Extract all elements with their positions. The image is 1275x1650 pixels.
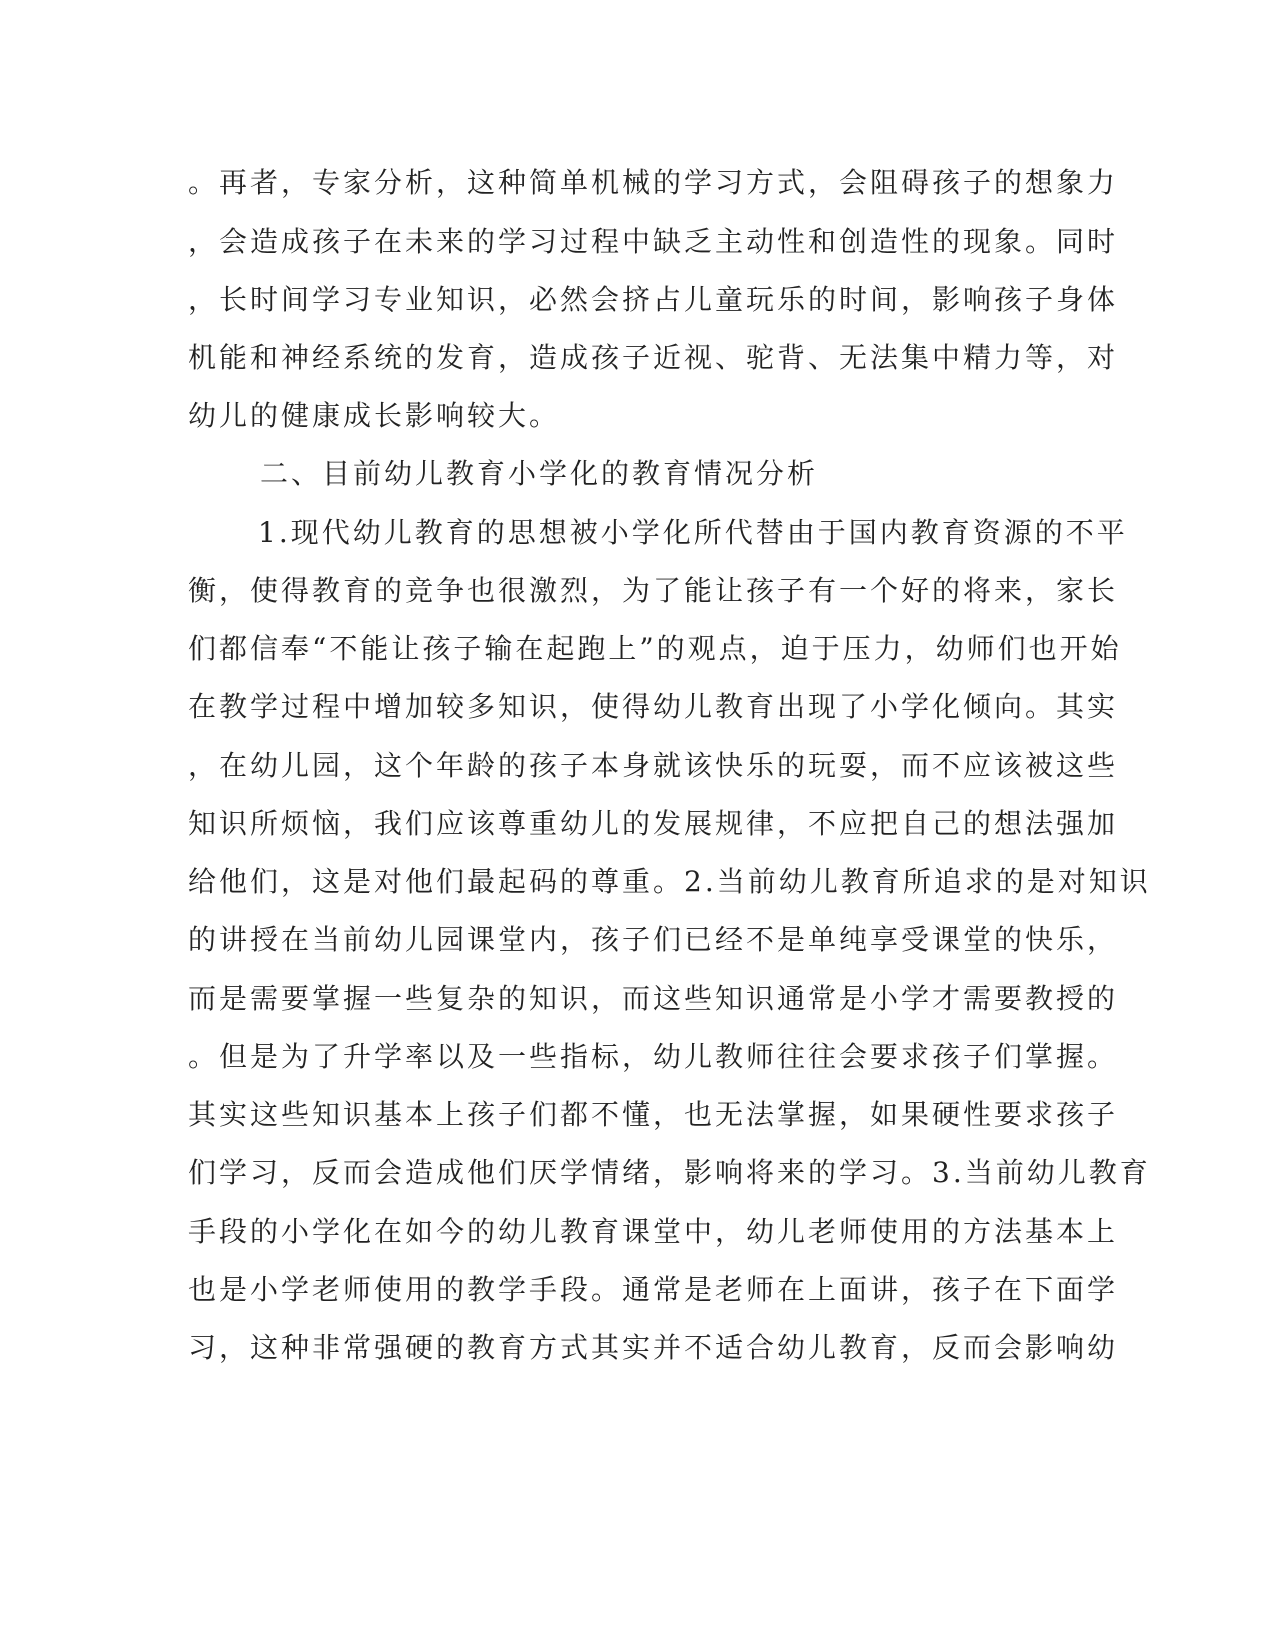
text-line: 手段的小学化在如今的幼儿教育课堂中，幼儿老师使用的方法基本上 <box>188 1215 1119 1248</box>
text-line: 机能和神经系统的发育，造成孩子近视、驼背、无法集中精力等，对 <box>188 341 1119 374</box>
text-line: 其实这些知识基本上孩子们都不懂，也无法掌握，如果硬性要求孩子 <box>188 1098 1119 1131</box>
text-line: 。但是为了升学率以及一些指标，幼儿教师往往会要求孩子们掌握。 <box>188 1040 1119 1073</box>
text-line: 衡，使得教育的竞争也很激烈，为了能让孩子有一个好的将来，家长 <box>188 574 1119 607</box>
text-line: ，长时间学习专业知识，必然会挤占儿童玩乐的时间，影响孩子身体 <box>188 283 1119 316</box>
section-heading: 二、目前幼儿教育小学化的教育情况分析 <box>260 457 819 490</box>
text-line: ，在幼儿园，这个年龄的孩子本身就该快乐的玩耍，而不应该被这些 <box>188 749 1119 782</box>
text-line: 知识所烦恼，我们应该尊重幼儿的发展规律，不应把自己的想法强加 <box>188 807 1119 840</box>
text-line: 习，这种非常强硬的教育方式其实并不适合幼儿教育，反而会影响幼 <box>188 1331 1119 1364</box>
text-line: 也是小学老师使用的教学手段。通常是老师在上面讲，孩子在下面学 <box>188 1273 1119 1306</box>
text-line: 给他们，这是对他们最起码的尊重。2.当前幼儿教育所追求的是对知识 <box>188 865 1151 898</box>
text-line: ，会造成孩子在未来的学习过程中缺乏主动性和创造性的现象。同时 <box>188 225 1119 258</box>
text-line: 的讲授在当前幼儿园课堂内，孩子们已经不是单纯享受课堂的快乐， <box>188 923 1119 956</box>
text-line: 幼儿的健康成长影响较大。 <box>188 399 561 432</box>
text-line: 1.现代幼儿教育的思想被小学化所代替由于国内教育资源的不平 <box>258 516 1128 549</box>
text-line: 而是需要掌握一些复杂的知识，而这些知识通常是小学才需要教授的 <box>188 982 1119 1015</box>
text-line: 们学习，反而会造成他们厌学情绪，影响将来的学习。3.当前幼儿教育 <box>188 1156 1151 1189</box>
text-line: 在教学过程中增加较多知识，使得幼儿教育出现了小学化倾向。其实 <box>188 690 1119 723</box>
text-line: 们都信奉“不能让孩子输在起跑上”的观点，迫于压力，幼师们也开始 <box>188 632 1122 665</box>
text-line: 。再者，专家分析，这种简单机械的学习方式，会阻碍孩子的想象力 <box>188 166 1119 199</box>
